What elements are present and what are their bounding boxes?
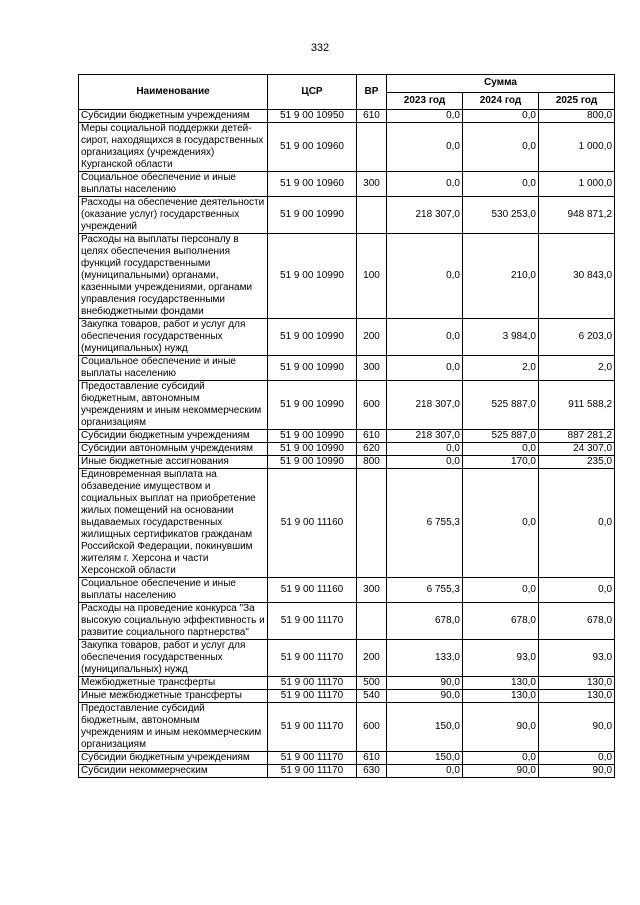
row-2025: 130,0 [539,690,615,703]
row-vr: 300 [357,578,387,603]
row-2025: 30 843,0 [539,234,615,319]
row-csr: 51 9 00 11160 [268,469,357,578]
page-number: 332 [310,42,330,54]
row-2023: 218 307,0 [387,197,463,234]
row-2024: 0,0 [463,752,539,765]
row-2023: 0,0 [387,456,463,469]
row-csr: 51 9 00 11170 [268,703,357,752]
row-2023: 90,0 [387,677,463,690]
row-2024: 525 887,0 [463,430,539,443]
row-2025: 1 000,0 [539,123,615,172]
table-row [79,110,615,123]
row-2025: 0,0 [539,752,615,765]
row-2024: 2,0 [463,356,539,381]
table-row [79,469,615,578]
row-name: Субсидии бюджетным учреждениям [79,752,268,765]
row-2024: 0,0 [463,172,539,197]
table-row [79,703,615,752]
row-vr [357,123,387,172]
row-2025: 948 871,2 [539,197,615,234]
row-csr: 51 9 00 11160 [268,578,357,603]
row-2023: 0,0 [387,319,463,356]
row-2023: 0,0 [387,443,463,456]
row-2024: 210,0 [463,234,539,319]
row-name: Иные межбюджетные трансферты [79,690,268,703]
row-2024: 0,0 [463,578,539,603]
row-2023: 0,0 [387,765,463,778]
table-row [79,319,615,356]
row-2025: 93,0 [539,640,615,677]
row-name: Иные бюджетные ассигнования [79,456,268,469]
row-vr: 600 [357,703,387,752]
table-row [79,752,615,765]
row-2025: 911 588,2 [539,381,615,430]
row-2024: 678,0 [463,603,539,640]
row-2024: 0,0 [463,469,539,578]
row-name: Расходы на проведение конкурса "За высокую социальную эффективность и развитие социального партнерства" [79,603,268,640]
row-2023: 150,0 [387,703,463,752]
row-vr: 610 [357,752,387,765]
row-name: Субсидии некоммерческим [79,765,268,778]
row-csr: 51 9 00 10990 [268,319,357,356]
budget-table [78,74,615,778]
row-2023: 90,0 [387,690,463,703]
row-2023: 6 755,3 [387,469,463,578]
table-row [79,603,615,640]
row-name: Предоставление субсидий бюджетным, автономным учреждениям и иным некоммерческим организациям [79,703,268,752]
table-body [79,110,615,778]
table-row [79,381,615,430]
row-name: Расходы на обеспечение деятельности (оказание услуг) государственных учреждений [79,197,268,234]
row-name: Расходы на выплаты персоналу в целях обеспечения выполнения функций государственными (муниципальными) органами, казенными учреждениями, органами управления государственными внебюджетными фондами [79,234,268,319]
row-2025: 2,0 [539,356,615,381]
row-2024: 0,0 [463,110,539,123]
row-name: Закупка товаров, работ и услуг для обеспечения государственных (муниципальных) нужд [79,319,268,356]
row-vr: 500 [357,677,387,690]
row-name: Социальное обеспечение и иные выплаты населению [79,172,268,197]
table-row [79,677,615,690]
row-vr: 610 [357,430,387,443]
row-2023: 0,0 [387,234,463,319]
header-csr: ЦСР [268,75,357,110]
row-csr: 51 9 00 10990 [268,356,357,381]
row-2023: 0,0 [387,123,463,172]
row-vr: 300 [357,356,387,381]
table-row [79,234,615,319]
row-2024: 90,0 [463,703,539,752]
row-2023: 133,0 [387,640,463,677]
row-vr: 100 [357,234,387,319]
row-2024: 93,0 [463,640,539,677]
table-row [79,356,615,381]
row-vr: 200 [357,640,387,677]
row-vr: 800 [357,456,387,469]
table-header [79,75,615,110]
row-csr: 51 9 00 10990 [268,443,357,456]
row-2023: 678,0 [387,603,463,640]
header-name: Наименование [79,75,268,110]
row-csr: 51 9 00 11170 [268,640,357,677]
row-csr: 51 9 00 10990 [268,430,357,443]
table-row [79,640,615,677]
row-csr: 51 9 00 10960 [268,123,357,172]
row-2025: 678,0 [539,603,615,640]
row-csr: 51 9 00 10990 [268,197,357,234]
row-name: Закупка товаров, работ и услуг для обеспечения государственных (муниципальных) нужд [79,640,268,677]
row-vr: 540 [357,690,387,703]
row-2025: 0,0 [539,469,615,578]
table-row [79,443,615,456]
row-csr: 51 9 00 11170 [268,603,357,640]
row-vr: 600 [357,381,387,430]
row-2023: 218 307,0 [387,381,463,430]
row-csr: 51 9 00 10990 [268,234,357,319]
row-2024: 90,0 [463,765,539,778]
row-vr: 300 [357,172,387,197]
row-vr [357,603,387,640]
row-2025: 887 281,2 [539,430,615,443]
row-csr: 51 9 00 10960 [268,172,357,197]
row-2023: 0,0 [387,356,463,381]
table-row [79,172,615,197]
row-2025: 800,0 [539,110,615,123]
row-2025: 6 203,0 [539,319,615,356]
table-row [79,765,615,778]
row-2024: 170,0 [463,456,539,469]
row-2023: 6 755,3 [387,578,463,603]
row-2025: 90,0 [539,703,615,752]
header-2025: 2025 год [539,92,615,110]
row-2024: 530 253,0 [463,197,539,234]
row-vr [357,469,387,578]
row-2024: 525 887,0 [463,381,539,430]
row-name: Межбюджетные трансферты [79,677,268,690]
header-2024: 2024 год [463,92,539,110]
row-csr: 51 9 00 11170 [268,690,357,703]
row-2024: 130,0 [463,677,539,690]
row-2024: 3 984,0 [463,319,539,356]
row-2025: 24 307,0 [539,443,615,456]
table-row [79,430,615,443]
row-name: Субсидии автономным учреждениям [79,443,268,456]
row-vr [357,197,387,234]
table-row [79,690,615,703]
row-name: Социальное обеспечение и иные выплаты населению [79,578,268,603]
row-2025: 0,0 [539,578,615,603]
row-csr: 51 9 00 11170 [268,765,357,778]
table-row [79,456,615,469]
row-2025: 1 000,0 [539,172,615,197]
row-name: Предоставление субсидий бюджетным, автономным учреждениям и иным некоммерческим организациям [79,381,268,430]
row-csr: 51 9 00 11170 [268,677,357,690]
row-2023: 0,0 [387,172,463,197]
row-name: Субсидии бюджетным учреждениям [79,110,268,123]
row-vr: 610 [357,110,387,123]
row-csr: 51 9 00 10990 [268,381,357,430]
row-name: Субсидии бюджетным учреждениям [79,430,268,443]
row-csr: 51 9 00 11170 [268,752,357,765]
row-vr: 200 [357,319,387,356]
table-row [79,578,615,603]
row-csr: 51 9 00 10990 [268,456,357,469]
row-name: Единовременная выплата на обзаведение имуществом и социальных выплат на приобретение жилых помещений на основании выдаваемых государственных жилищных сертификатов гражданам Российской Федерации, покинувшим жителям г. Херсона и части Херсонской области [79,469,268,578]
row-2025: 90,0 [539,765,615,778]
row-2025: 130,0 [539,677,615,690]
row-vr: 620 [357,443,387,456]
header-2023: 2023 год [387,92,463,110]
header-vr: ВР [357,75,387,110]
row-2023: 0,0 [387,110,463,123]
table-row [79,123,615,172]
row-2023: 218 307,0 [387,430,463,443]
row-2024: 0,0 [463,443,539,456]
row-name: Меры социальной поддержки детей-сирот, находящихся в государственных организациях (учреждениях) Курганской области [79,123,268,172]
table-row [79,197,615,234]
row-2023: 150,0 [387,752,463,765]
row-2024: 130,0 [463,690,539,703]
row-csr: 51 9 00 10950 [268,110,357,123]
row-2025: 235,0 [539,456,615,469]
row-name: Социальное обеспечение и иные выплаты населению [79,356,268,381]
row-2024: 0,0 [463,123,539,172]
row-vr: 630 [357,765,387,778]
header-sum: Сумма [387,75,615,93]
